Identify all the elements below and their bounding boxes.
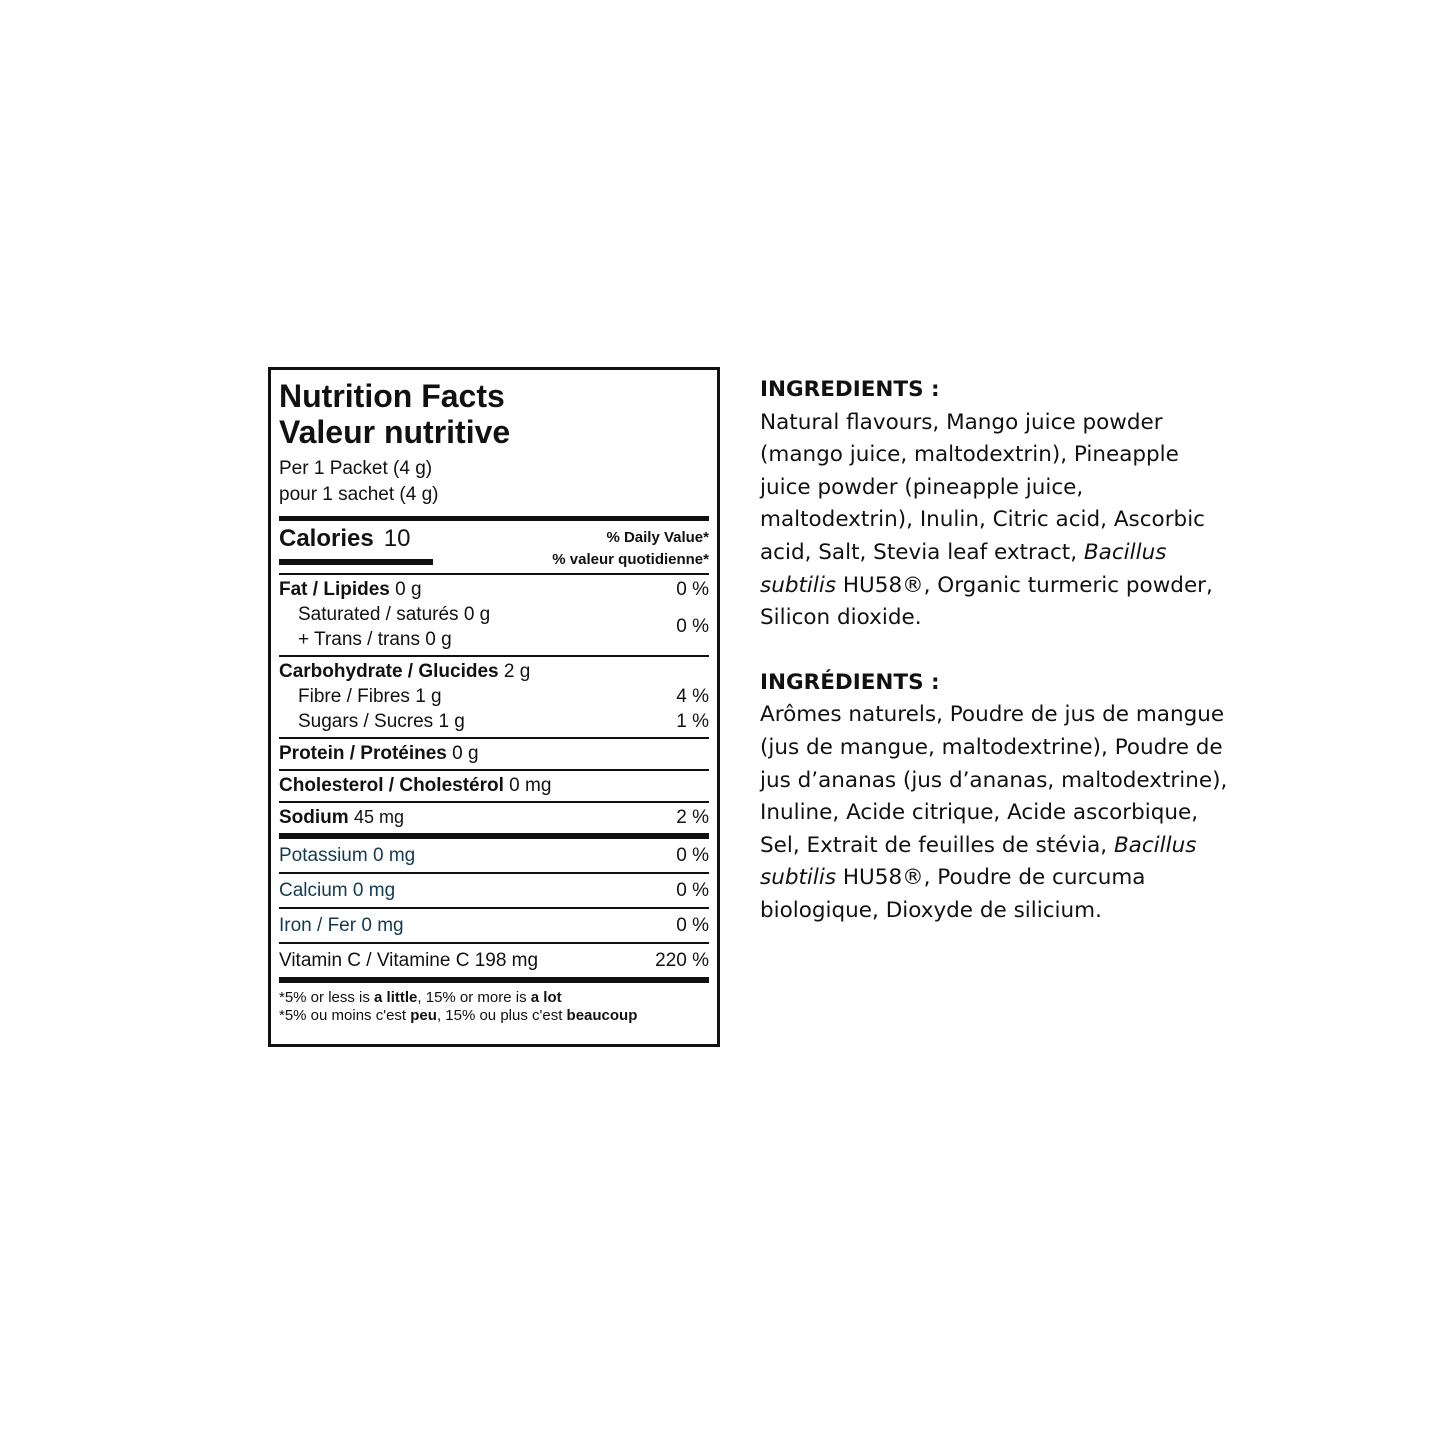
carb-amount: 2 g — [503, 661, 531, 682]
iron-row — [279, 913, 709, 938]
vitamin-c-row — [279, 948, 709, 973]
calcium-row — [279, 878, 709, 903]
footnote — [279, 983, 709, 1025]
serving-size-fr: pour 1 sachet (4 g) — [279, 484, 439, 505]
fat-section — [279, 575, 709, 657]
daily-value-fr: % valeur quotidienne* — [552, 551, 709, 568]
sat-trans-pct: 0 % — [676, 616, 709, 637]
ingredients-fr-part: HU58®, Poudre de curcuma biologique, Dioxyde de silicium. — [760, 865, 1146, 923]
footnote-fr-part: *5% ou moins c'est — [279, 1007, 411, 1024]
sodium-section — [279, 803, 709, 839]
ingredients-gap — [760, 635, 1230, 667]
sodium-amount: 45 mg — [353, 807, 404, 827]
calcium-pct: 0 % — [676, 880, 709, 901]
calcium-section — [279, 874, 709, 909]
footnote-en-lot: a lot — [530, 989, 562, 1006]
protein-amount: 0 g — [452, 743, 479, 764]
calcium-label: Calcium 0 mg — [279, 880, 396, 901]
sugars-pct: 1 % — [676, 711, 709, 732]
fibre-row — [279, 684, 709, 709]
sodium-row — [279, 805, 709, 830]
vitamin-c-section — [279, 944, 709, 983]
fat-label: Fat / Lipides — [279, 579, 390, 600]
footnote-en — [279, 989, 709, 1007]
fat-pct: 0 % — [676, 579, 709, 600]
fat-row — [279, 577, 709, 602]
nutrition-facts-panel — [268, 367, 720, 1047]
calories — [279, 525, 410, 553]
fat-amount: 0 g — [395, 579, 422, 600]
serving-size-en: Per 1 Packet (4 g) — [279, 458, 433, 479]
ingredients-fr-part: Arômes naturels, Poudre de jus de mangue (jus de mangue, maltodextrine), Poudre de jus d’ananas (jus d’ananas, maltodextrine), Inuline, Acide citrique, Acide ascorbique, Sel, Extrait de feuilles de stévia, — [760, 702, 1228, 858]
calories-underline — [279, 559, 433, 565]
potassium-label: Potassium 0 mg — [279, 845, 416, 866]
sodium-pct: 2 % — [676, 807, 709, 828]
daily-value-en: % Daily Value* — [606, 529, 709, 546]
footnote-fr — [279, 1007, 709, 1025]
ingredients-text-en — [760, 407, 1230, 635]
ingredients-text-fr — [760, 699, 1230, 927]
calories-row — [279, 521, 709, 573]
ingredients-panel — [760, 374, 1230, 928]
carb-row — [279, 659, 709, 684]
ingredients-en-part: Natural flavours, Mango juice powder (mango juice, maltodextrin), Pineapple juice powder (pineapple juice, maltodextrin), Inulin, Citric acid, Ascorbic acid, Salt, Stevia leaf extract, — [760, 409, 1205, 565]
footnote-en-little: a little — [374, 989, 418, 1006]
ingredients-en-species: Bacillus subtilis — [760, 539, 1167, 598]
vitamin-c-label: Vitamin C / Vitamine C 198 mg — [279, 950, 539, 971]
calories-label: Calories — [279, 525, 374, 552]
iron-section — [279, 909, 709, 944]
footnote-en-part: *5% or less is — [279, 989, 375, 1006]
saturated-row: Saturated / saturés 0 g — [298, 604, 491, 625]
protein-section — [279, 739, 709, 771]
daily-value-heading — [552, 527, 709, 571]
sugars-row — [279, 709, 709, 734]
nutrition-title-en: Nutrition Facts — [279, 378, 505, 414]
sat-trans-group — [279, 602, 709, 652]
potassium-section — [279, 839, 709, 874]
iron-label: Iron / Fer 0 mg — [279, 915, 404, 936]
nutrition-title-fr: Valeur nutritive — [279, 414, 511, 450]
footnote-fr-peu: peu — [410, 1007, 437, 1024]
footnote-en-part: , 15% or more is — [417, 989, 531, 1006]
footnote-fr-part: , 15% ou plus c'est — [436, 1007, 567, 1024]
sugars-label: Sugars / Sucres 1 g — [298, 711, 465, 732]
ingredients-en-part: HU58®, Organic turmeric powder, Silicon dioxide. — [760, 572, 1213, 631]
cholesterol-amount: 0 mg — [509, 775, 552, 796]
ingredients-heading-en: INGREDIENTS : — [760, 377, 940, 402]
sodium-label: Sodium — [279, 807, 349, 828]
cholesterol-label: Cholesterol / Cholestérol — [279, 775, 504, 796]
calories-value: 10 — [383, 525, 411, 552]
cholesterol-section — [279, 771, 709, 803]
potassium-pct: 0 % — [676, 845, 709, 866]
cholesterol-row — [279, 773, 709, 798]
carb-label: Carbohydrate / Glucides — [279, 661, 499, 682]
protein-row — [279, 741, 709, 766]
trans-row: + Trans / trans 0 g — [298, 629, 452, 650]
potassium-row — [279, 843, 709, 868]
fibre-label: Fibre / Fibres 1 g — [298, 686, 442, 707]
carb-section — [279, 657, 709, 739]
fibre-pct: 4 % — [676, 686, 709, 707]
protein-label: Protein / Protéines — [279, 743, 447, 764]
vitamin-c-pct: 220 % — [655, 950, 709, 971]
footnote-fr-beaucoup: beaucoup — [566, 1007, 638, 1024]
ingredients-fr-species: Bacillus subtilis — [760, 832, 1197, 891]
ingredients-heading-fr: INGRÉDIENTS : — [760, 669, 940, 695]
iron-pct: 0 % — [676, 915, 709, 936]
